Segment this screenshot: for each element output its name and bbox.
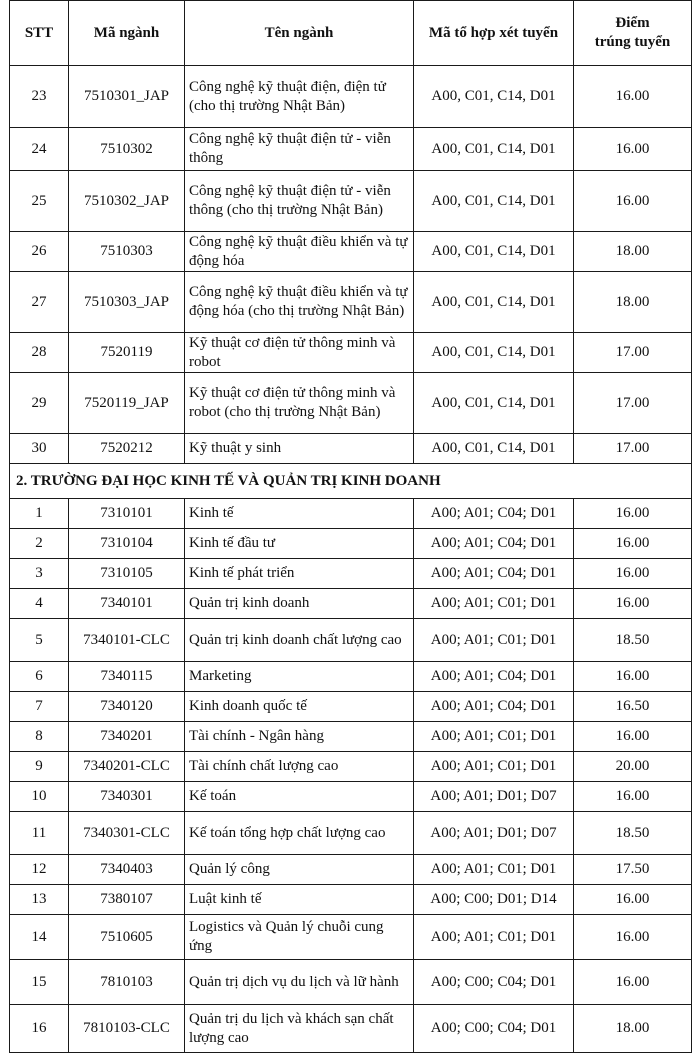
cell-subject-combination: A00; C00; C04; D01 [414, 960, 574, 1005]
header-score-line1: Điểm [615, 15, 650, 31]
cell-subject-combination: A00; A01; C04; D01 [414, 499, 574, 529]
cell-major-code: 7310104 [69, 529, 185, 559]
cell-cutoff-score: 17.00 [574, 434, 692, 464]
table-row [10, 529, 692, 559]
table-body [10, 66, 692, 1053]
table-row [10, 171, 692, 232]
cell-cutoff-score: 16.00 [574, 960, 692, 1005]
cell-major-code: 7510302 [69, 128, 185, 171]
cell-major-code: 7340101 [69, 589, 185, 619]
cell-subject-combination: A00; A01; C01; D01 [414, 855, 574, 885]
cell-cutoff-score: 20.00 [574, 752, 692, 782]
cell-major-name: Logistics và Quản lý chuỗi cung ứng [185, 915, 414, 960]
table-row [10, 782, 692, 812]
admission-scores-table [9, 0, 692, 1053]
cell-subject-combination: A00, C01, C14, D01 [414, 333, 574, 373]
cell-major-name: Tài chính chất lượng cao [185, 752, 414, 782]
cell-major-name: Kỹ thuật cơ điện tử thông minh và robot [185, 333, 414, 373]
cell-major-name: Quản trị dịch vụ du lịch và lữ hành [185, 960, 414, 1005]
table-row [10, 812, 692, 855]
cell-cutoff-score: 16.00 [574, 66, 692, 128]
cell-stt: 5 [10, 619, 69, 662]
table-row [10, 692, 692, 722]
cell-major-code: 7520212 [69, 434, 185, 464]
cell-major-name: Công nghệ kỹ thuật điều khiển và tự động hóa [185, 232, 414, 272]
cell-stt: 16 [10, 1005, 69, 1053]
cell-major-code: 7340201-CLC [69, 752, 185, 782]
cell-major-code: 7810103-CLC [69, 1005, 185, 1053]
header-subject-combination: Mã tổ hợp xét tuyển [414, 1, 574, 66]
cell-cutoff-score: 18.00 [574, 1005, 692, 1053]
table-row [10, 855, 692, 885]
cell-major-name: Kế toán [185, 782, 414, 812]
table-row [10, 373, 692, 434]
table-row [10, 1005, 692, 1053]
header-score-line2: trúng tuyển [594, 34, 671, 50]
cell-cutoff-score: 16.00 [574, 722, 692, 752]
table-row [10, 232, 692, 272]
cell-stt: 25 [10, 171, 69, 232]
cell-subject-combination: A00, C01, C14, D01 [414, 373, 574, 434]
cell-subject-combination: A00; A01; D01; D07 [414, 812, 574, 855]
cell-major-code: 7520119_JAP [69, 373, 185, 434]
cell-stt: 15 [10, 960, 69, 1005]
header-major-name: Tên ngành [185, 1, 414, 66]
cell-cutoff-score: 16.00 [574, 559, 692, 589]
cell-major-code: 7380107 [69, 885, 185, 915]
table-row [10, 559, 692, 589]
cell-stt: 30 [10, 434, 69, 464]
table-row [10, 960, 692, 1005]
header-stt: STT [10, 1, 69, 66]
table-row [10, 272, 692, 333]
cell-cutoff-score: 16.00 [574, 662, 692, 692]
header-major-code: Mã ngành [69, 1, 185, 66]
cell-major-name: Quản trị kinh doanh [185, 589, 414, 619]
cell-major-name: Luật kinh tế [185, 885, 414, 915]
cell-stt: 24 [10, 128, 69, 171]
table-row [10, 128, 692, 171]
cell-cutoff-score: 18.00 [574, 272, 692, 333]
table-row [10, 619, 692, 662]
cell-subject-combination: A00; C00; D01; D14 [414, 885, 574, 915]
cell-major-name: Công nghệ kỹ thuật điện, điện tử (cho thị trường Nhật Bản) [185, 66, 414, 128]
table-row [10, 662, 692, 692]
cell-stt: 27 [10, 272, 69, 333]
cell-major-name: Kế toán tổng hợp chất lượng cao [185, 812, 414, 855]
cell-cutoff-score: 16.00 [574, 885, 692, 915]
cell-major-code: 7340115 [69, 662, 185, 692]
cell-major-code: 7510301_JAP [69, 66, 185, 128]
cell-major-name: Kinh tế phát triển [185, 559, 414, 589]
cell-major-name: Công nghệ kỹ thuật điện tử - viễn thông [185, 128, 414, 171]
cell-subject-combination: A00; A01; C01; D01 [414, 722, 574, 752]
cell-major-code: 7310105 [69, 559, 185, 589]
cell-subject-combination: A00; A01; C01; D01 [414, 752, 574, 782]
cell-stt: 26 [10, 232, 69, 272]
header-cutoff-score [574, 1, 692, 66]
table-row [10, 722, 692, 752]
cell-major-code: 7310101 [69, 499, 185, 529]
cell-stt: 29 [10, 373, 69, 434]
cell-cutoff-score: 16.00 [574, 782, 692, 812]
cell-cutoff-score: 17.00 [574, 333, 692, 373]
section-title: 2. TRƯỜNG ĐẠI HỌC KINH TẾ VÀ QUẢN TRỊ KINH DOANH [10, 464, 692, 499]
cell-subject-combination: A00; A01; C04; D01 [414, 662, 574, 692]
cell-major-name: Marketing [185, 662, 414, 692]
cell-stt: 9 [10, 752, 69, 782]
cell-subject-combination: A00; C00; C04; D01 [414, 1005, 574, 1053]
cell-stt: 2 [10, 529, 69, 559]
cell-stt: 7 [10, 692, 69, 722]
cell-subject-combination: A00, C01, C14, D01 [414, 272, 574, 333]
cell-major-name: Kinh tế đầu tư [185, 529, 414, 559]
table-row [10, 499, 692, 529]
cell-stt: 10 [10, 782, 69, 812]
table-row [10, 333, 692, 373]
cell-major-code: 7510303 [69, 232, 185, 272]
cell-subject-combination: A00, C01, C14, D01 [414, 128, 574, 171]
cell-cutoff-score: 16.00 [574, 128, 692, 171]
cell-stt: 4 [10, 589, 69, 619]
cell-subject-combination: A00; A01; C01; D01 [414, 619, 574, 662]
cell-cutoff-score: 16.00 [574, 171, 692, 232]
cell-stt: 14 [10, 915, 69, 960]
cell-subject-combination: A00; A01; C04; D01 [414, 692, 574, 722]
cell-major-name: Quản trị kinh doanh chất lượng cao [185, 619, 414, 662]
cell-major-name: Kỹ thuật cơ điện tử thông minh và robot (cho thị trường Nhật Bản) [185, 373, 414, 434]
cell-subject-combination: A00, C01, C14, D01 [414, 232, 574, 272]
cell-major-code: 7340301-CLC [69, 812, 185, 855]
cell-subject-combination: A00; A01; D01; D07 [414, 782, 574, 812]
cell-subject-combination: A00, C01, C14, D01 [414, 66, 574, 128]
table-row [10, 885, 692, 915]
cell-major-name: Quản lý công [185, 855, 414, 885]
cell-major-code: 7810103 [69, 960, 185, 1005]
cell-cutoff-score: 16.00 [574, 915, 692, 960]
cell-subject-combination: A00, C01, C14, D01 [414, 434, 574, 464]
cell-cutoff-score: 17.00 [574, 373, 692, 434]
cell-major-name: Tài chính - Ngân hàng [185, 722, 414, 752]
cell-major-code: 7340301 [69, 782, 185, 812]
cell-major-code: 7510605 [69, 915, 185, 960]
cell-stt: 13 [10, 885, 69, 915]
cell-major-name: Kinh tế [185, 499, 414, 529]
cell-major-name: Quản trị du lịch và khách sạn chất lượng cao [185, 1005, 414, 1053]
cell-major-code: 7520119 [69, 333, 185, 373]
cell-cutoff-score: 18.50 [574, 619, 692, 662]
cell-major-code: 7340201 [69, 722, 185, 752]
cell-subject-combination: A00, C01, C14, D01 [414, 171, 574, 232]
table-row [10, 752, 692, 782]
cell-major-code: 7510302_JAP [69, 171, 185, 232]
cell-subject-combination: A00; A01; C04; D01 [414, 529, 574, 559]
cell-subject-combination: A00; A01; C04; D01 [414, 559, 574, 589]
cell-cutoff-score: 16.00 [574, 589, 692, 619]
table-row [10, 434, 692, 464]
cell-cutoff-score: 16.50 [574, 692, 692, 722]
cell-major-code: 7340101-CLC [69, 619, 185, 662]
table-row [10, 915, 692, 960]
cell-stt: 28 [10, 333, 69, 373]
cell-major-code: 7510303_JAP [69, 272, 185, 333]
cell-major-name: Kỹ thuật y sinh [185, 434, 414, 464]
table-row [10, 589, 692, 619]
cell-stt: 1 [10, 499, 69, 529]
cell-major-name: Công nghệ kỹ thuật điện tử - viễn thông (cho thị trường Nhật Bản) [185, 171, 414, 232]
cell-cutoff-score: 16.00 [574, 499, 692, 529]
cell-stt: 12 [10, 855, 69, 885]
cell-stt: 3 [10, 559, 69, 589]
section-row [10, 464, 692, 499]
table-header-row [10, 1, 692, 66]
cell-major-name: Kinh doanh quốc tế [185, 692, 414, 722]
cell-stt: 8 [10, 722, 69, 752]
cell-major-name: Công nghệ kỹ thuật điều khiển và tự động hóa (cho thị trường Nhật Bản) [185, 272, 414, 333]
cell-subject-combination: A00; A01; C01; D01 [414, 915, 574, 960]
cell-stt: 11 [10, 812, 69, 855]
table-row [10, 66, 692, 128]
cell-cutoff-score: 17.50 [574, 855, 692, 885]
cell-cutoff-score: 18.50 [574, 812, 692, 855]
cell-cutoff-score: 18.00 [574, 232, 692, 272]
cell-stt: 6 [10, 662, 69, 692]
cell-stt: 23 [10, 66, 69, 128]
cell-cutoff-score: 16.00 [574, 529, 692, 559]
cell-major-code: 7340120 [69, 692, 185, 722]
cell-major-code: 7340403 [69, 855, 185, 885]
cell-subject-combination: A00; A01; C01; D01 [414, 589, 574, 619]
